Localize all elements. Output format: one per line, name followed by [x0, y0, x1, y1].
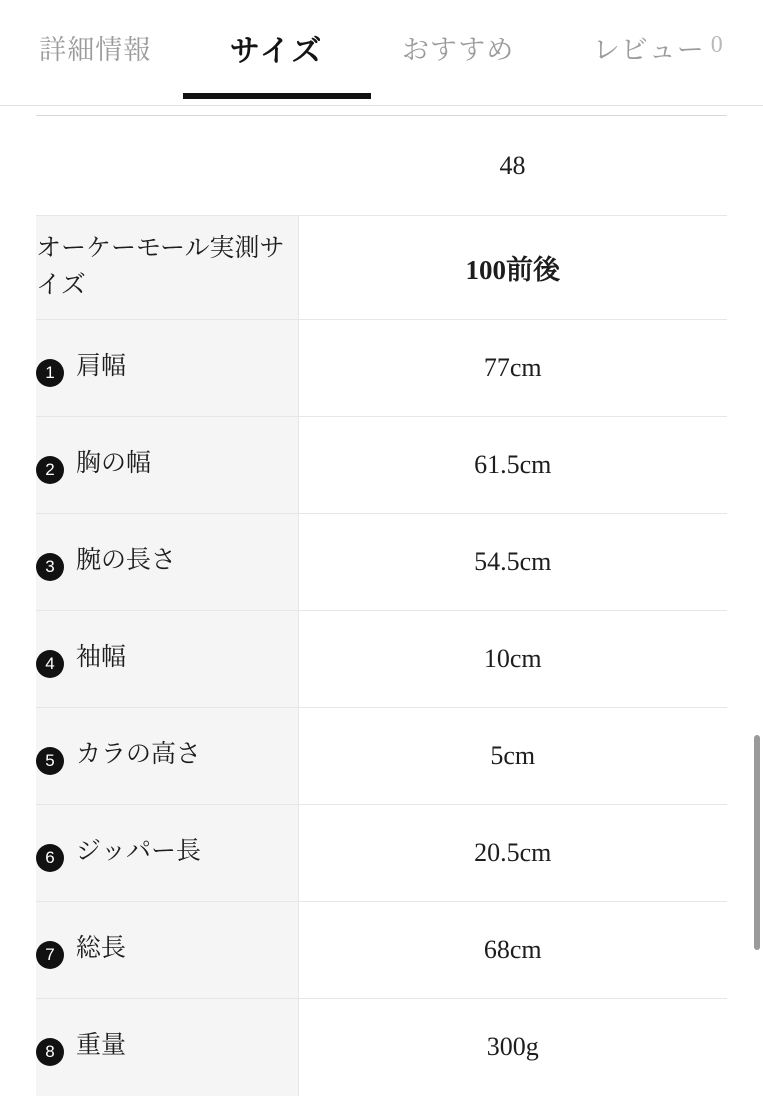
row-label-text: 袖幅: [76, 644, 127, 671]
table-row: [36, 216, 727, 320]
row-value-shoulder: 77cm: [483, 353, 542, 382]
size-header-value: 48: [499, 150, 526, 180]
table-row: [36, 514, 727, 611]
row-label-collar-height: [36, 708, 298, 805]
row-label-text: 腕の長さ: [76, 547, 177, 574]
row-label-sleeve-width: [36, 611, 298, 708]
tab-recommend[interactable]: [363, 0, 554, 105]
row-label-text: オーケーモール実測サイズ: [36, 235, 285, 299]
table-row: [36, 611, 727, 708]
row-label-text: 重量: [76, 1032, 127, 1060]
tab-details-label: 詳細情報: [39, 35, 152, 65]
row-label-zipper-length: [36, 805, 298, 902]
row-label-text: カラの高さ: [76, 741, 202, 768]
size-table: [36, 115, 727, 1096]
table-row: [36, 805, 727, 902]
size-table-wrapper: [0, 115, 763, 1096]
tab-size-label: サイズ: [229, 34, 324, 68]
table-row-header: [36, 116, 727, 216]
size-header-label: [36, 116, 298, 216]
tab-reviews[interactable]: [553, 0, 763, 105]
row-value-sleeve-width: 10cm: [483, 644, 542, 673]
row-label-text: ジッパー長: [76, 838, 202, 865]
row-label-text: 肩幅: [76, 353, 127, 380]
bullet-number-icon: 2: [36, 456, 64, 484]
table-row: [36, 902, 727, 999]
row-value-actual-size: 100前後: [465, 255, 560, 285]
row-value-zipper-length: 20.5cm: [474, 838, 552, 867]
tab-details[interactable]: [0, 0, 191, 105]
bullet-number-icon: 5: [36, 747, 64, 775]
row-label-text: 胸の幅: [76, 450, 152, 477]
row-label-sleeve-length: [36, 514, 298, 611]
bullet-number-icon: 4: [36, 650, 64, 678]
row-label-weight: [36, 999, 298, 1096]
product-detail-tabbar: [0, 0, 763, 106]
tab-reviews-count: 0: [710, 32, 724, 58]
bullet-number-icon: 8: [36, 1038, 64, 1066]
row-value-collar-height: 5cm: [490, 741, 536, 770]
table-row: [36, 320, 727, 417]
vertical-scrollbar[interactable]: [754, 735, 760, 950]
bullet-number-icon: 3: [36, 553, 64, 581]
row-label-shoulder: [36, 320, 298, 417]
bullet-number-icon: 1: [36, 359, 64, 387]
bullet-number-icon: 6: [36, 844, 64, 872]
tab-recommend-label: おすすめ: [401, 35, 515, 65]
row-value-sleeve-length: 54.5cm: [474, 547, 552, 576]
table-row: [36, 708, 727, 805]
row-label-chest: [36, 417, 298, 514]
row-label-text: 総長: [76, 935, 127, 962]
bullet-number-icon: 7: [36, 941, 64, 969]
row-label-actual-size: [36, 216, 298, 320]
tab-size[interactable]: [191, 0, 363, 105]
row-label-total-length: [36, 902, 298, 999]
row-value-weight: 300g: [486, 1032, 539, 1062]
tab-reviews-label: レビュー: [592, 35, 705, 65]
row-value-chest: 61.5cm: [474, 450, 552, 479]
table-row: [36, 999, 727, 1096]
table-row: [36, 417, 727, 514]
row-value-total-length: 68cm: [483, 935, 542, 964]
